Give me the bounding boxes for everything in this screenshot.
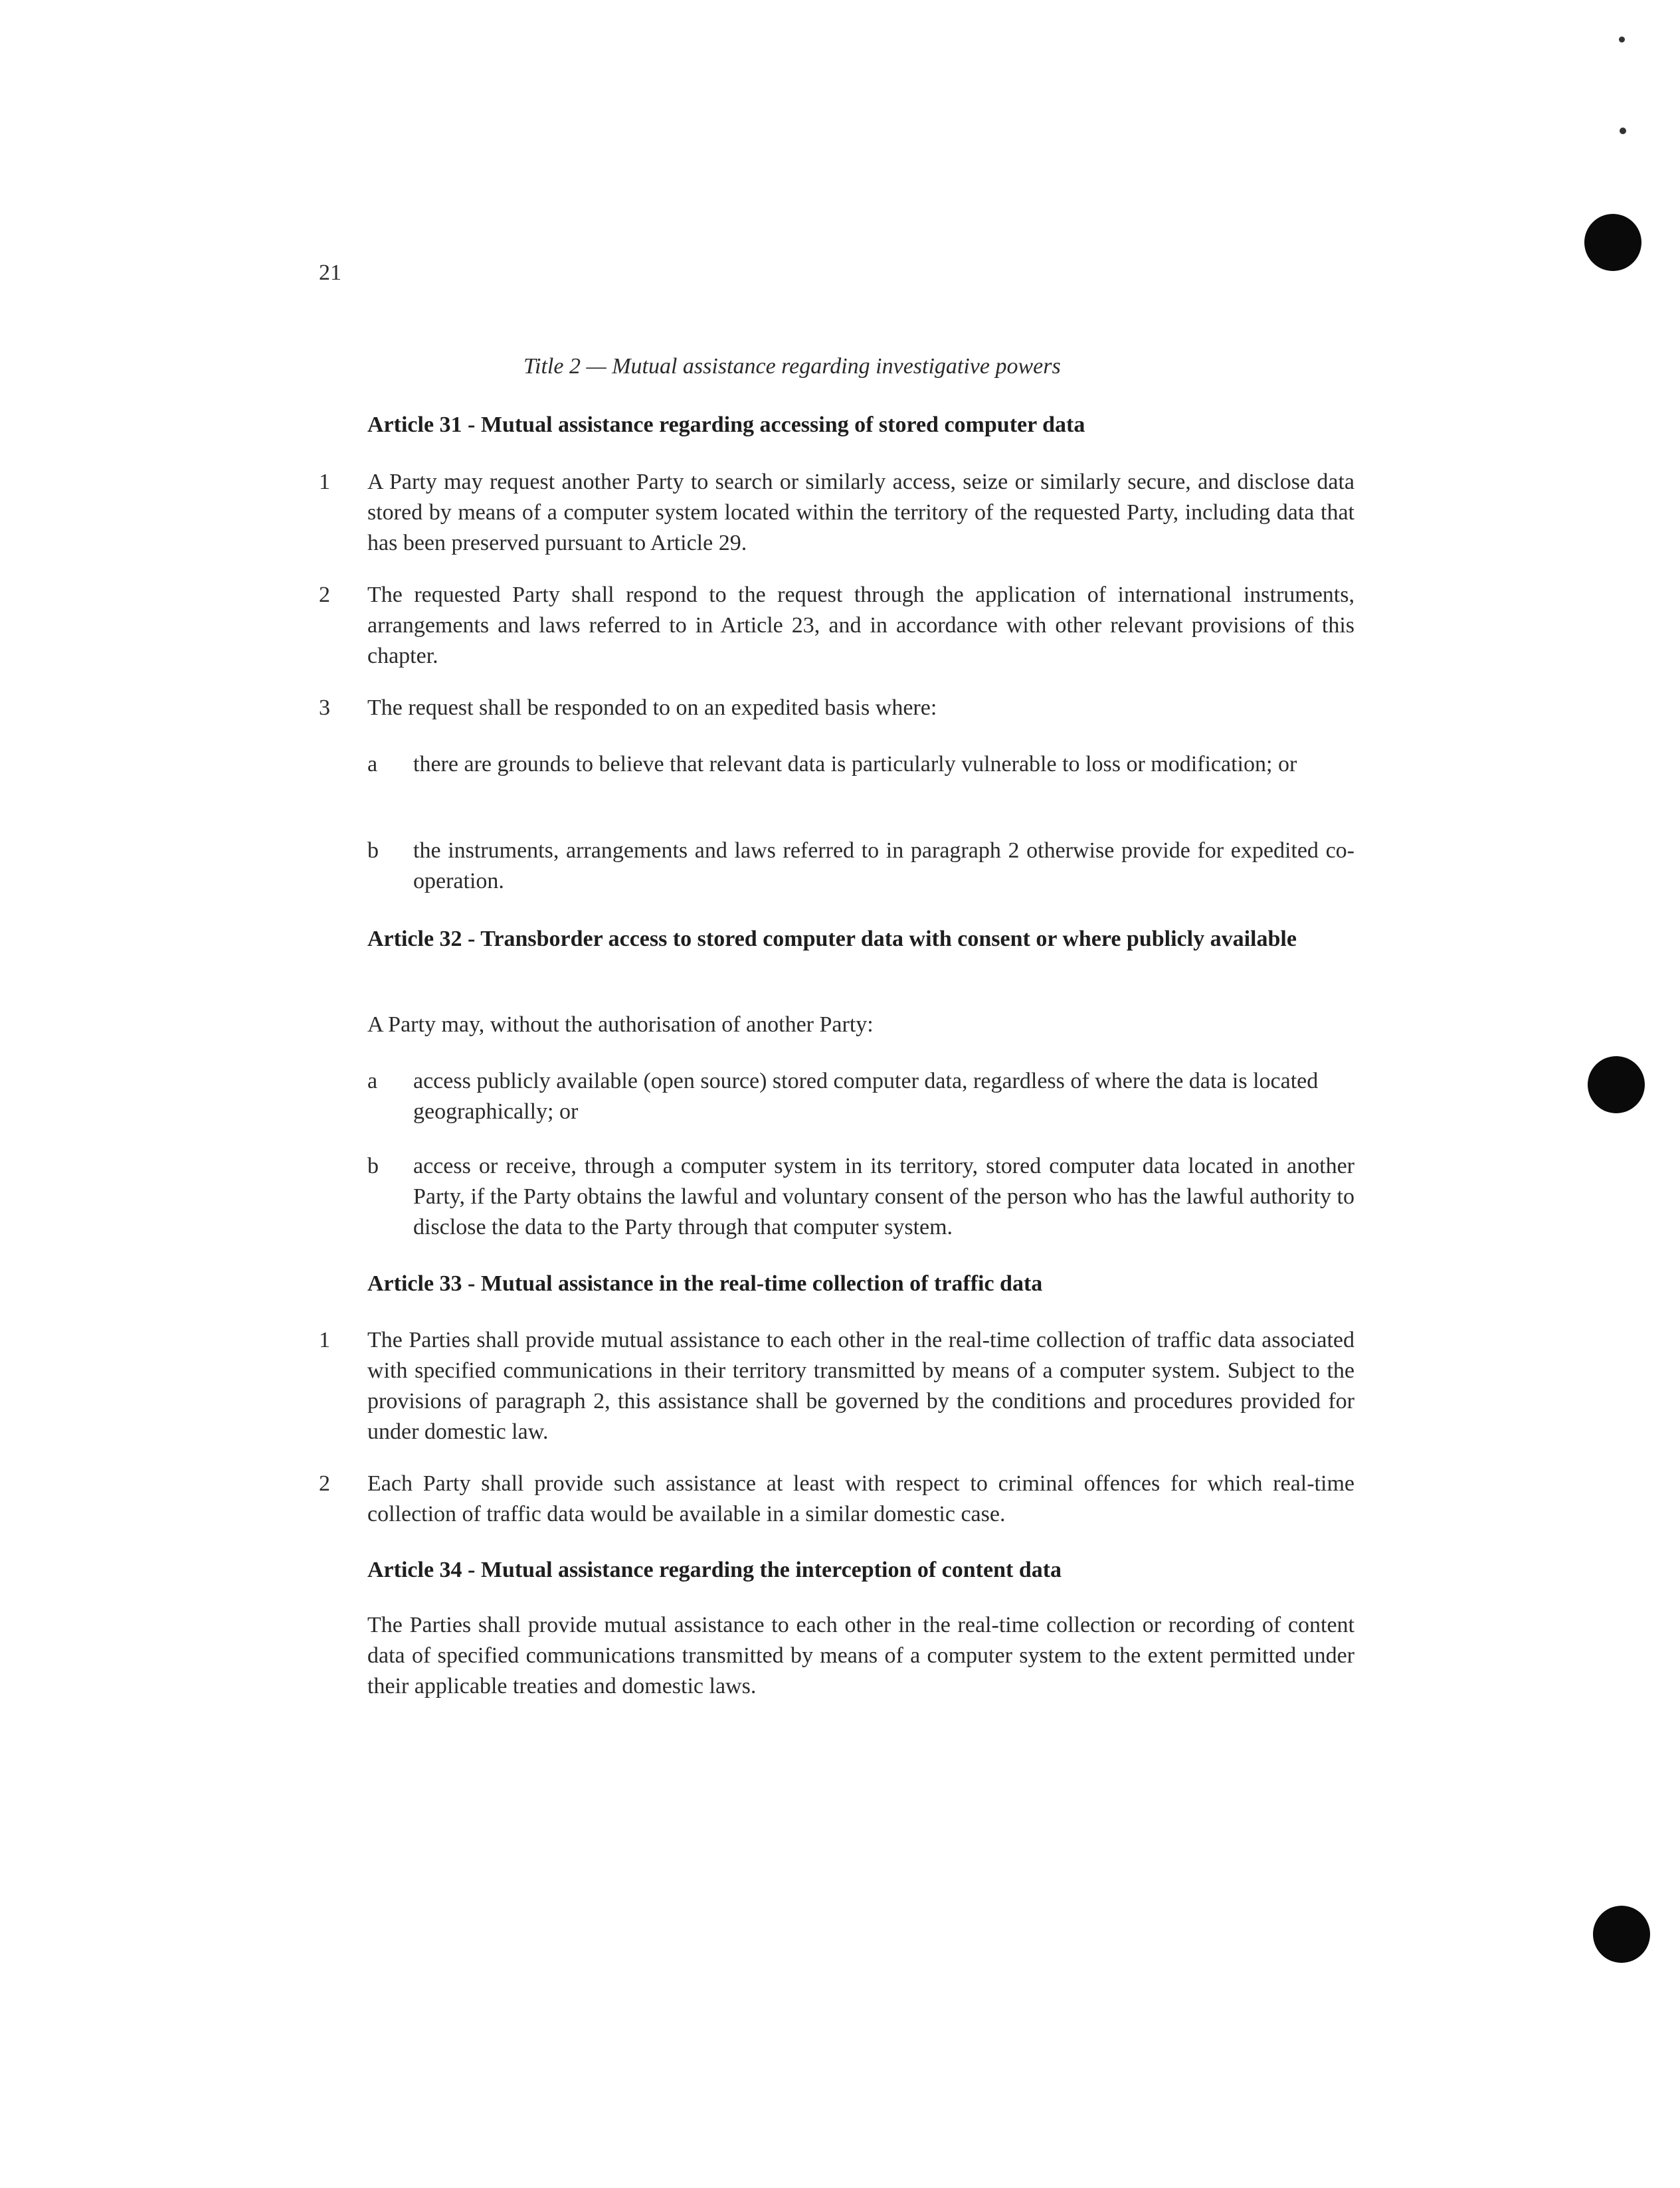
scan-speck bbox=[1620, 128, 1626, 134]
punch-hole bbox=[1593, 1906, 1650, 1963]
article-32-item-a: access publicly available (open source) stored computer data, regardless of where the data is located geographically; or bbox=[413, 1069, 1319, 1124]
article-31-item-a-letter: a bbox=[367, 752, 378, 776]
article-32-item-b-letter: b bbox=[367, 1154, 379, 1178]
punch-hole bbox=[1584, 214, 1641, 271]
punch-hole bbox=[1588, 1056, 1645, 1113]
article-31-para-3-number: 3 bbox=[319, 695, 330, 720]
article-33-para-2-number: 2 bbox=[319, 1471, 330, 1496]
article-31-para-1: A Party may request another Party to search or similarly access, seize or similarly secure, and disclose data stored by means of a computer system located within the territory of the requested Party, including data that has been preserved pursuant to Article 29. bbox=[367, 470, 1354, 555]
article-31-para-2: The requested Party shall respond to the request through the application of international instruments, arrangements and laws referred to in Article 23, and in accordance with other relevant provisions of this chapter. bbox=[367, 583, 1354, 668]
article-33-para-2: Each Party shall provide such assistance at least with respect to criminal offences for which real-time collection of traffic data would be available in a similar domestic case. bbox=[367, 1471, 1354, 1526]
article-31-para-2-number: 2 bbox=[319, 583, 330, 607]
article-33-heading: Article 33 - Mutual assistance in the real-time collection of traffic data bbox=[367, 1271, 1043, 1296]
article-33-para-1-number: 1 bbox=[319, 1328, 330, 1352]
title-heading: Title 2 — Mutual assistance regarding investigative powers bbox=[523, 354, 1061, 379]
article-31-item-a: there are grounds to believe that relevant data is particularly vulnerable to loss or modification; or bbox=[413, 752, 1297, 776]
article-32-item-b: access or receive, through a computer system in its territory, stored computer data located in another Party, if the Party obtains the lawful and voluntary consent of the person who has the lawful authority to disclose the data to the Party through that computer system. bbox=[413, 1154, 1354, 1239]
article-31-para-1-number: 1 bbox=[319, 470, 330, 494]
article-33-para-1: The Parties shall provide mutual assistance to each other in the real-time collection of traffic data associated with specified communications in their territory transmitted by means of a computer system. Subject to the provisions of paragraph 2, this assistance shall be governed by the conditions and procedures provided for under domestic law. bbox=[367, 1328, 1354, 1444]
article-32-item-a-letter: a bbox=[367, 1069, 378, 1093]
article-34-heading: Article 34 - Mutual assistance regarding the interception of content data bbox=[367, 1558, 1062, 1582]
article-31-heading: Article 31 - Mutual assistance regarding accessing of stored computer data bbox=[367, 412, 1085, 437]
scan-speck bbox=[1619, 37, 1625, 43]
page-number: 21 bbox=[319, 260, 341, 285]
article-31-para-3: The request shall be responded to on an expedited basis where: bbox=[367, 695, 937, 720]
article-32-heading: Article 32 - Transborder access to stored computer data with consent or where publicly available bbox=[367, 927, 1297, 951]
article-31-item-b: the instruments, arrangements and laws referred to in paragraph 2 otherwise provide for expedited co-operation. bbox=[413, 838, 1354, 893]
article-31-item-b-letter: b bbox=[367, 838, 379, 863]
article-34-body: The Parties shall provide mutual assistance to each other in the real-time collection or recording of content data of specified communications transmitted by means of a computer system to the extent permitted under their applicable treaties and domestic laws. bbox=[367, 1613, 1354, 1698]
article-32-intro: A Party may, without the authorisation of another Party: bbox=[367, 1012, 874, 1037]
